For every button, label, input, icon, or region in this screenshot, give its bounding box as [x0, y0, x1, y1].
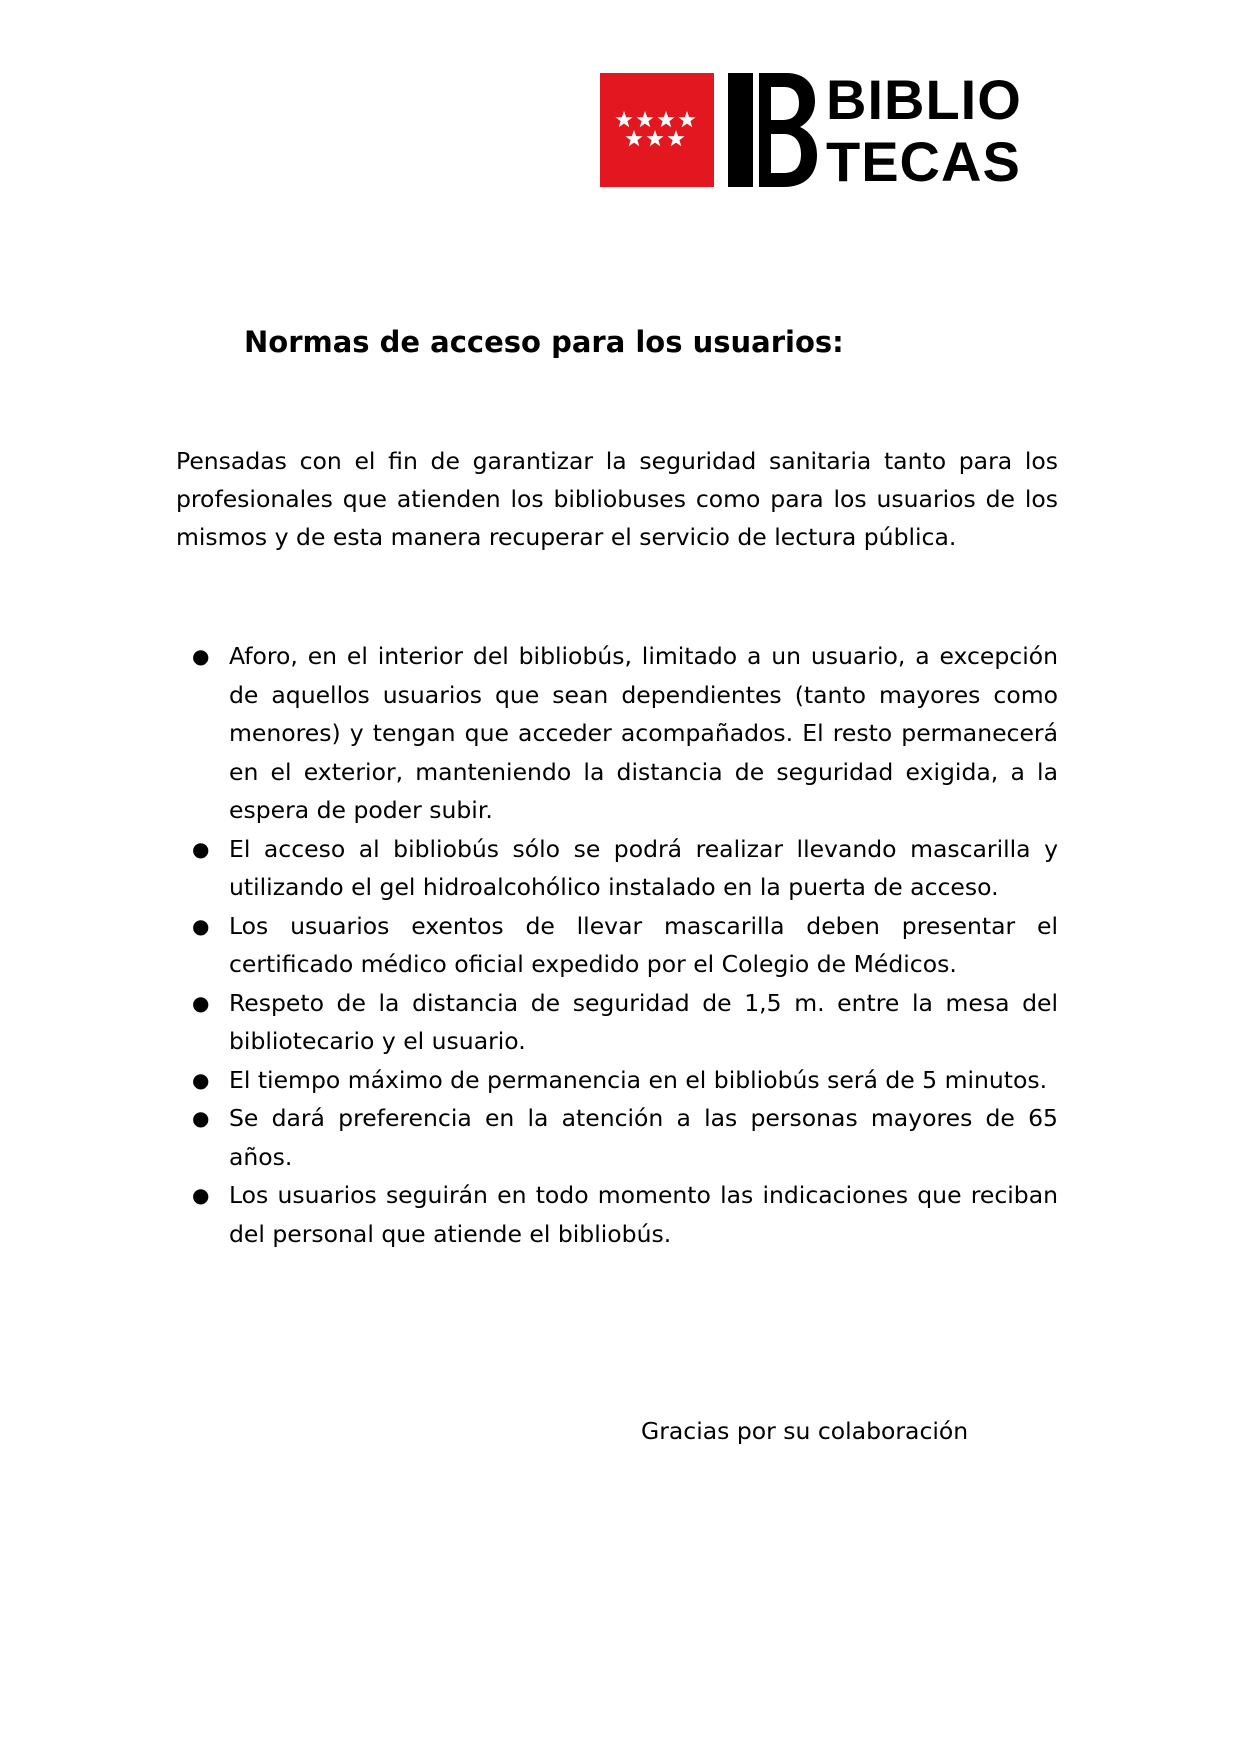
bullet-icon: ●	[192, 1106, 210, 1130]
thanks-note: Gracias por su colaboración	[641, 1417, 969, 1445]
logo-line-1: BIBLIO	[826, 68, 1022, 131]
rule-item	[176, 1099, 1058, 1176]
bullet-icon: ●	[192, 990, 210, 1015]
bullet-icon: ●	[192, 1067, 210, 1092]
bullet-icon: ●	[192, 644, 210, 668]
rule-text: Se dará preferencia en la atención a las personas mayores de 65 años.	[229, 1104, 1058, 1171]
rule-item	[176, 984, 1058, 1061]
rule-text: Los usuarios exentos de llevar mascarilla deben presentar el certificado médico oficial expedido por el Colegio de Médicos.	[229, 911, 1058, 978]
bullet-icon: ●	[192, 836, 210, 861]
rule-text: El tiempo máximo de permanencia en el bibliobús será de 5 minutos.	[229, 1065, 1048, 1094]
rule-item	[176, 830, 1058, 907]
rule-text: Los usuarios seguirán en todo momento las indicaciones que reciban del personal que atiende el bibliobús.	[229, 1181, 1058, 1248]
rules-list	[176, 637, 1058, 1253]
rule-item	[176, 1176, 1058, 1253]
rule-text: Aforo, en el interior del bibliobús, limitado a un usuario, a excepción de aquellos usuarios que sean dependientes (tanto mayores como menores) y tengan que acceder acompañados. El resto permanecerá en el exterior, manteniendo la distancia de seguridad exigida, a la espera de poder subir.	[229, 642, 1058, 824]
bibliotecas-logo	[600, 68, 1058, 193]
rule-text: Respeto de la distancia de seguridad de 1,5 m. entre la mesa del bibliotecario y el usuario.	[229, 988, 1058, 1055]
intro-paragraph: Pensadas con el fin de garantizar la seguridad sanitaria tanto para los profesionales que atienden los bibliobuses como para los usuarios de los mismos y de esta manera recuperar el servicio de lectura pública.	[176, 447, 1058, 551]
comunidad-madrid-flag-icon	[600, 73, 714, 187]
rule-item	[176, 907, 1058, 984]
rule-item	[176, 1061, 1058, 1100]
logo-line-2: TECAS	[826, 130, 1021, 193]
b-mark-bowls	[759, 73, 817, 187]
rule-item	[176, 637, 1058, 830]
b-mark-bar-left	[728, 73, 753, 187]
page-title: Normas de acceso para los usuarios:	[244, 325, 844, 359]
flag-background	[600, 73, 714, 187]
bullet-icon: ●	[192, 913, 210, 938]
logo-wordmark	[826, 69, 1066, 193]
logo-b-mark-icon	[728, 73, 817, 187]
bullet-icon: ●	[192, 1183, 210, 1207]
rule-text: El acceso al bibliobús sólo se podrá realizar llevando mascarilla y utilizando el gel hidroalcohólico instalado en la puerta de acceso.	[229, 834, 1058, 901]
